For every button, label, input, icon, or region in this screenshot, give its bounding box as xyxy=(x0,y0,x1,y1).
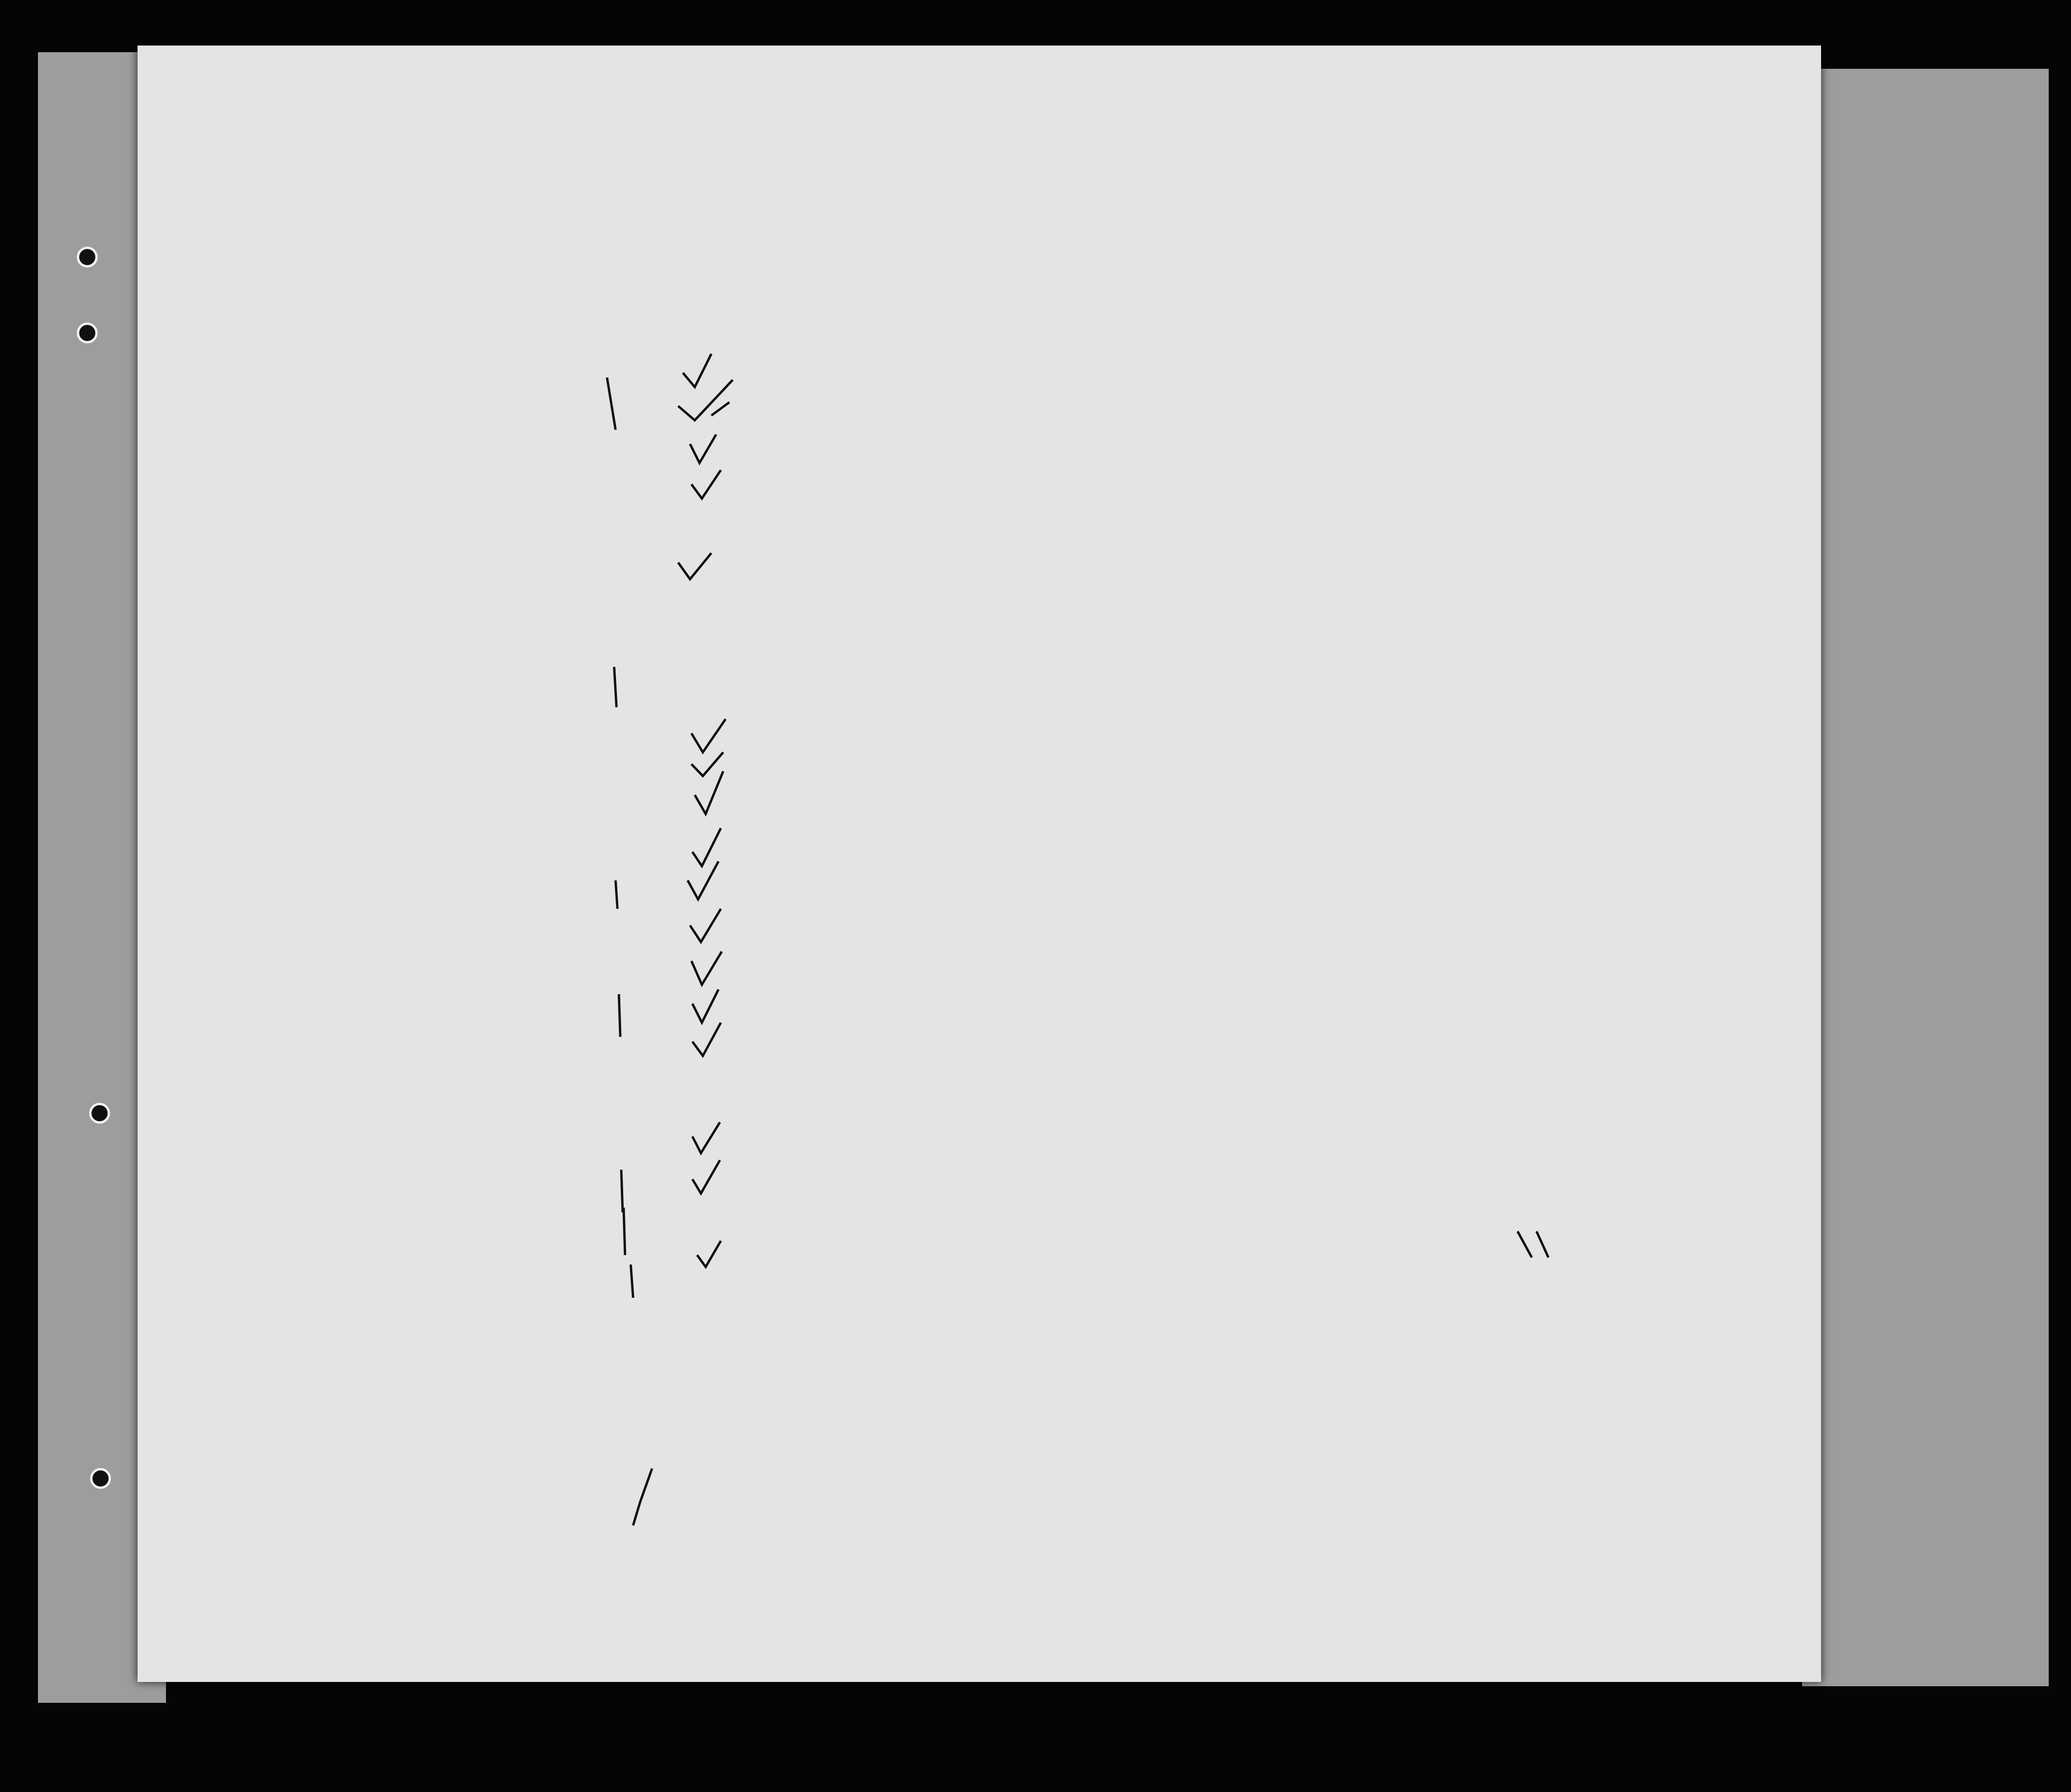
binder-hole-icon xyxy=(77,323,98,343)
handwritten-check-marks xyxy=(138,46,1821,1682)
binder-hole-icon xyxy=(89,1103,110,1124)
back-page-right xyxy=(1802,69,2049,1686)
manifest-sheet xyxy=(138,46,1821,1682)
binder-hole-icon xyxy=(90,1468,111,1489)
binder-hole-icon xyxy=(77,247,98,268)
